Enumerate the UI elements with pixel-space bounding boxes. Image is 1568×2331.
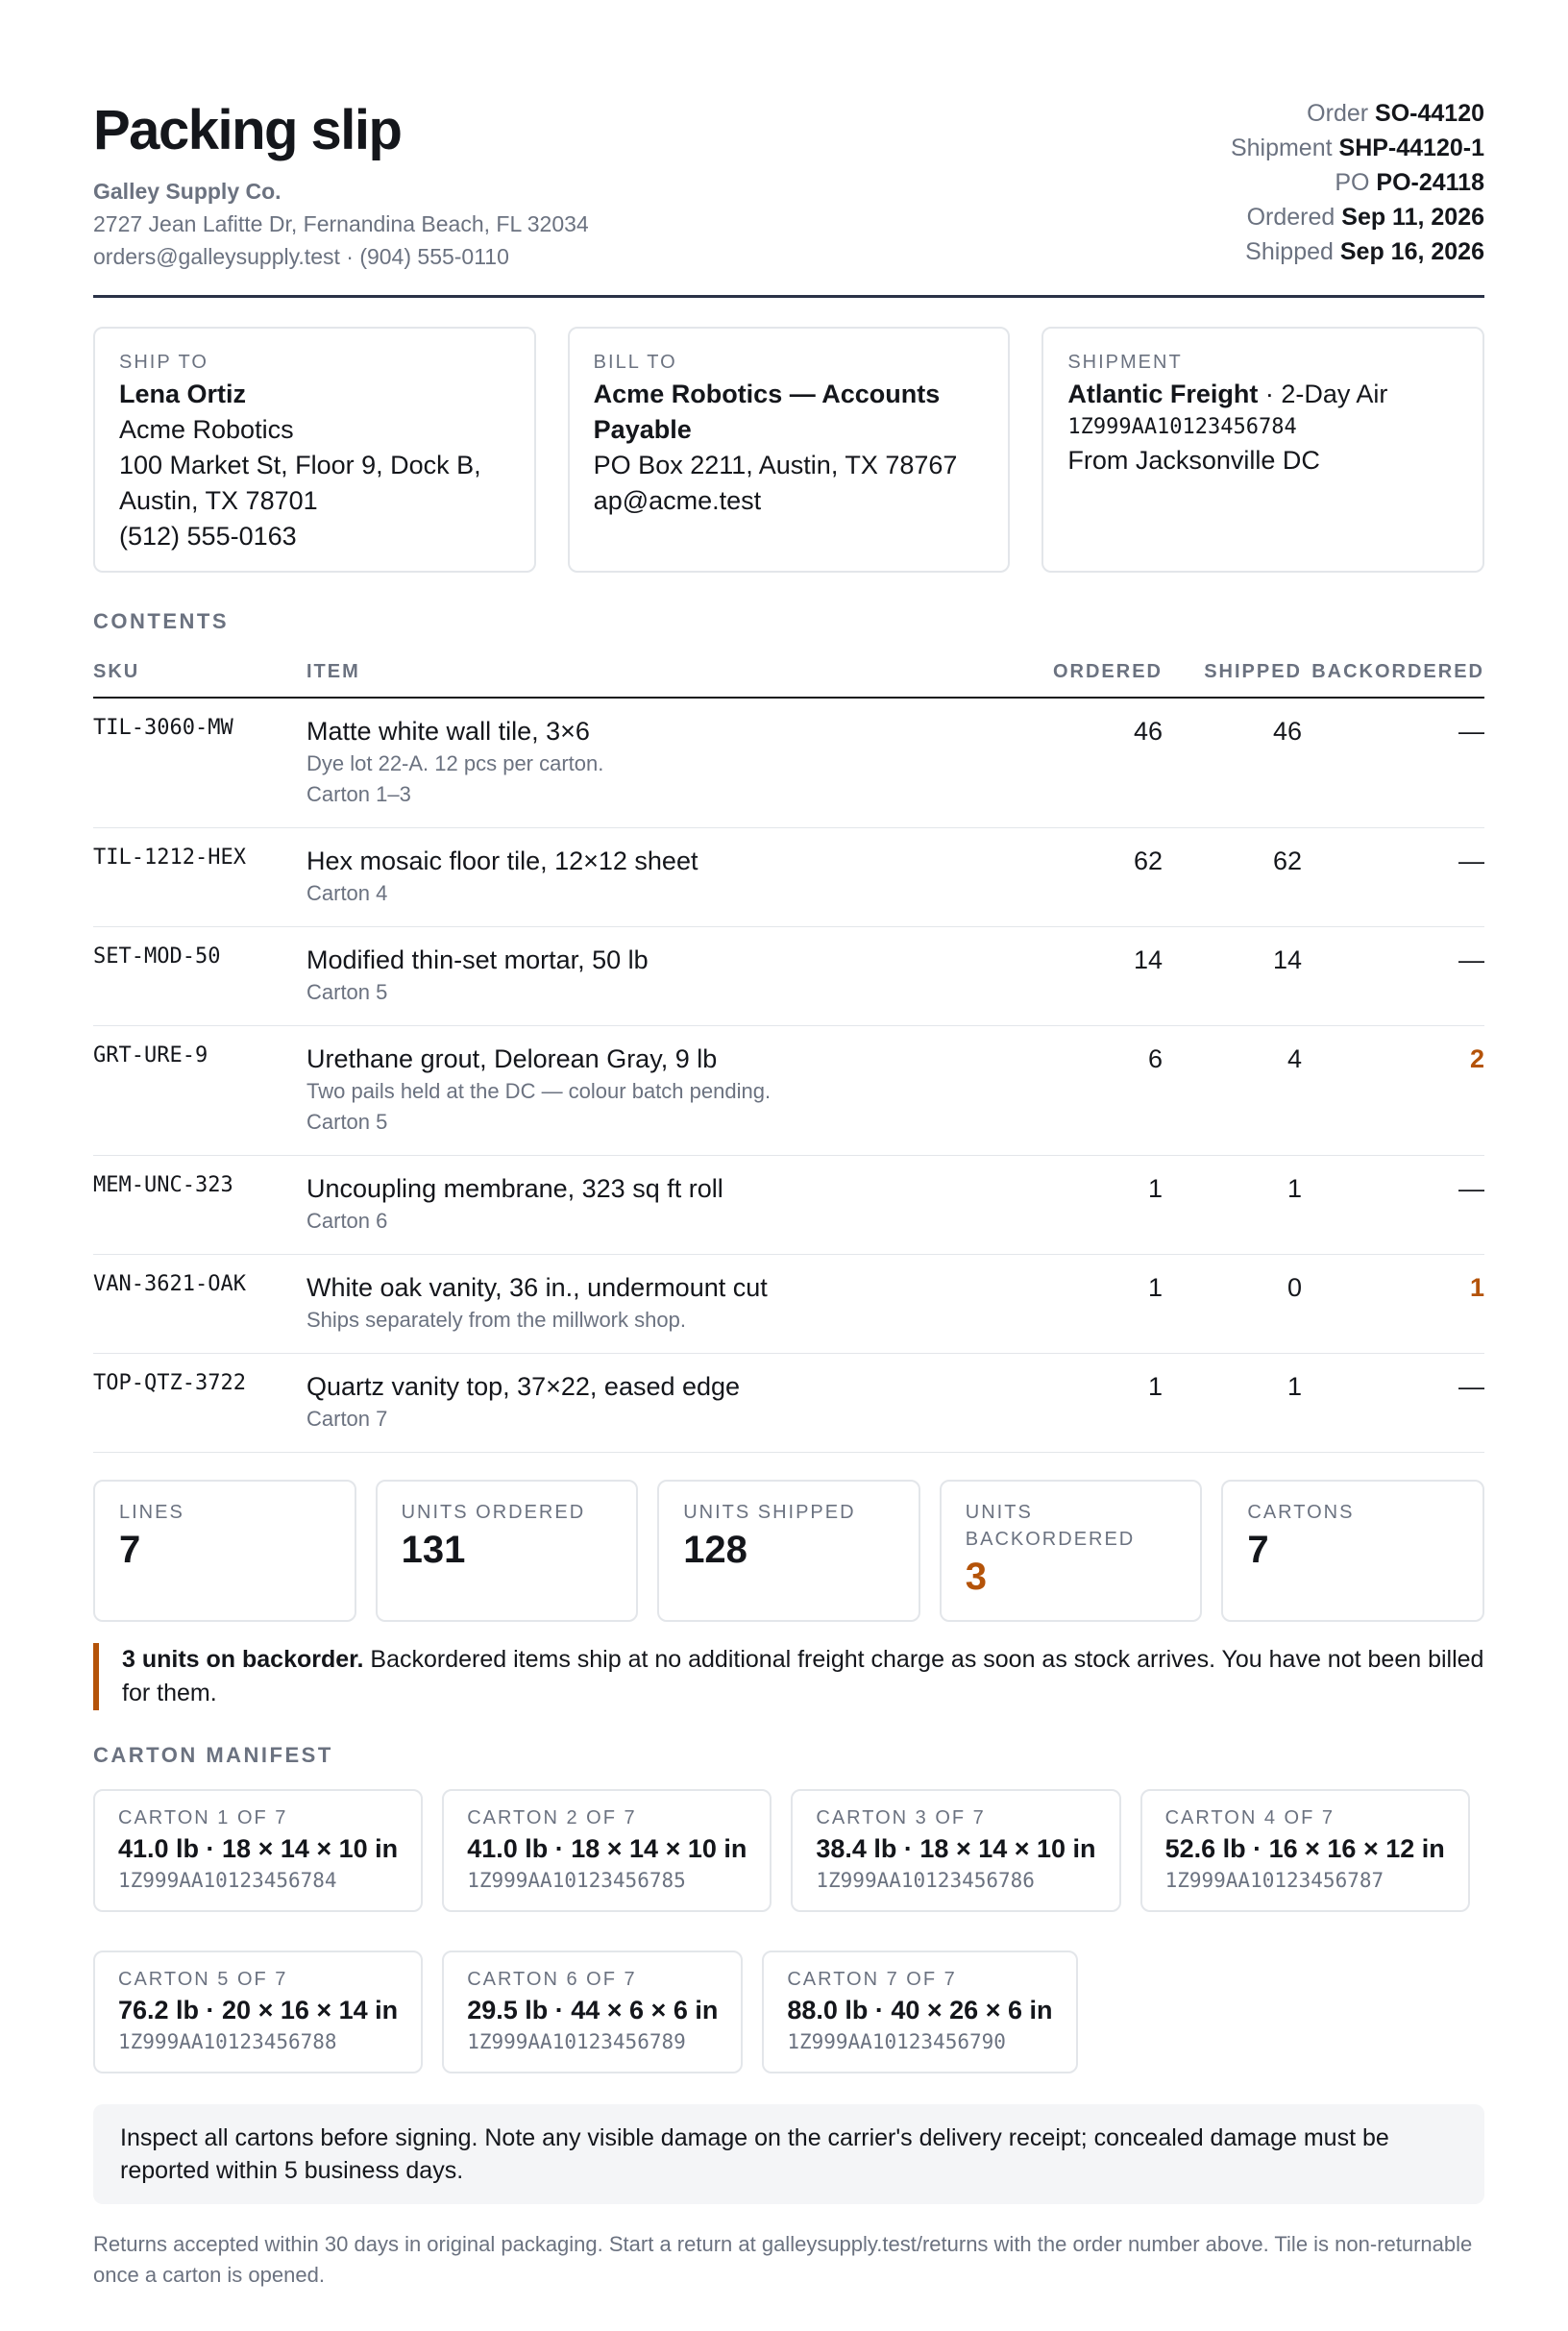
- ship-to-address-2: Austin, TX 78701: [119, 486, 318, 515]
- row-item: [306, 1255, 1038, 1354]
- meta-label: Ordered: [1246, 204, 1335, 231]
- order-meta: [1231, 96, 1484, 269]
- col-sku: SKU: [93, 653, 306, 698]
- address-boxes: [93, 327, 1484, 573]
- carton-tracking: 1Z999AA10123456784: [118, 1869, 337, 1892]
- item-note: Carton 5: [306, 1110, 388, 1134]
- row-backordered: —: [1302, 1354, 1484, 1453]
- row-shipped: 4: [1163, 1026, 1302, 1156]
- row-sku: GRT-URE-9: [93, 1026, 306, 1156]
- inspection-note: Inspect all cartons before signing. Note any visible damage on the carrier's delivery receipt; concealed damage must be reported within 5 business days.: [93, 2104, 1484, 2204]
- carton-spec: 29.5 lb · 44 × 6 × 6 in: [467, 1996, 719, 2024]
- row-ordered: 1: [1038, 1156, 1163, 1255]
- meta-value: Sep 16, 2026: [1339, 238, 1484, 265]
- row-ordered: 14: [1038, 927, 1163, 1026]
- stat-label: UNITS BACKORDERED: [965, 1502, 1136, 1550]
- row-shipped: 62: [1163, 828, 1302, 927]
- item-name: Urethane grout, Delorean Gray, 9 lb: [306, 1044, 718, 1073]
- item-name: Quartz vanity top, 37×22, eased edge: [306, 1372, 741, 1401]
- row-shipped: 14: [1163, 927, 1302, 1026]
- carton-card: [93, 1789, 423, 1912]
- item-note: Ships separately from the millwork shop.: [306, 1308, 686, 1332]
- vendor-name: Galley Supply Co.: [93, 179, 282, 204]
- meta-shipment: [1231, 131, 1484, 165]
- meta-value: Sep 11, 2026: [1341, 204, 1484, 231]
- vendor-address: 2727 Jean Lafitte Dr, Fernandina Beach, FL 32034: [93, 211, 589, 236]
- stat-label: UNITS SHIPPED: [683, 1502, 856, 1523]
- col-shipped: SHIPPED: [1163, 653, 1302, 698]
- ship-to-company: Acme Robotics: [119, 415, 294, 444]
- carrier-name: Atlantic Freight: [1067, 380, 1259, 408]
- stat-label: LINES: [119, 1502, 184, 1523]
- bill-to-email: ap@acme.test: [593, 486, 762, 515]
- row-ordered: 6: [1038, 1026, 1163, 1156]
- carton-card: [762, 1951, 1077, 2073]
- item-note: Carton 1–3: [306, 782, 411, 806]
- carton-spec: 41.0 lb · 18 × 14 × 10 in: [467, 1834, 747, 1863]
- row-shipped: 1: [1163, 1354, 1302, 1453]
- carton-spec: 88.0 lb · 40 × 26 × 6 in: [787, 1996, 1053, 2024]
- bill-to-box: [568, 327, 1011, 573]
- carton-tracking: 1Z999AA10123456788: [118, 2030, 337, 2053]
- returns-policy: Returns accepted within 30 days in original packaging. Start a return at galleysupply.test/returns with the order number above. Tile is non-returnable once a carton is opened.: [93, 2232, 1473, 2287]
- summary-stats: [93, 1480, 1484, 1622]
- stat-label: CARTONS: [1247, 1502, 1355, 1523]
- meta-ordered: [1231, 200, 1484, 234]
- stat-cartons: [1221, 1480, 1484, 1622]
- row-backordered: —: [1302, 828, 1484, 927]
- col-ordered: ORDERED: [1038, 653, 1163, 698]
- item-name: Hex mosaic floor tile, 12×12 sheet: [306, 847, 698, 875]
- carton-label: CARTON 1 OF 7: [118, 1807, 288, 1828]
- stat-value: 7: [119, 1529, 141, 1571]
- table-header-row: [93, 653, 1484, 698]
- shipment-carrier-line: [1067, 377, 1458, 412]
- table-row: [93, 1255, 1484, 1354]
- carton-card: [93, 1951, 423, 2073]
- bill-to-address: PO Box 2211, Austin, TX 78767: [593, 451, 958, 479]
- row-item: [306, 698, 1038, 828]
- item-note: Carton 6: [306, 1209, 388, 1233]
- row-sku: TIL-3060-MW: [93, 698, 306, 828]
- row-backordered: —: [1302, 927, 1484, 1026]
- carton-label: CARTON 7 OF 7: [787, 1969, 957, 1990]
- row-backordered: —: [1302, 1156, 1484, 1255]
- row-ordered: 46: [1038, 698, 1163, 828]
- carton-label: CARTON 6 OF 7: [467, 1969, 637, 1990]
- stat-value: 3: [965, 1556, 988, 1598]
- meta-label: PO: [1335, 169, 1370, 196]
- row-sku: TIL-1212-HEX: [93, 828, 306, 927]
- item-note: Dye lot 22-A. 12 pcs per carton.: [306, 751, 604, 775]
- row-item: [306, 1026, 1038, 1156]
- carton-tracking: 1Z999AA10123456789: [467, 2030, 686, 2053]
- row-ordered: 1: [1038, 1255, 1163, 1354]
- carton-card: [791, 1789, 1120, 1912]
- contents-table: [93, 653, 1484, 1453]
- item-name: Matte white wall tile, 3×6: [306, 717, 590, 746]
- meta-value: SHP-44120-1: [1338, 135, 1484, 161]
- manifest-heading: CARTON MANIFEST: [93, 1743, 333, 1767]
- carrier-service: · 2-Day Air: [1258, 380, 1388, 408]
- row-sku: SET-MOD-50: [93, 927, 306, 1026]
- row-sku: TOP-QTZ-3722: [93, 1354, 306, 1453]
- item-note: Carton 7: [306, 1407, 388, 1431]
- row-item: [306, 828, 1038, 927]
- bill-to-name: Acme Robotics — Accounts Payable: [593, 380, 941, 444]
- item-note: Carton 5: [306, 980, 388, 1004]
- backorder-notice: [93, 1643, 1484, 1710]
- item-name: White oak vanity, 36 in., undermount cut: [306, 1273, 768, 1302]
- bill-to-label: BILL TO: [593, 352, 677, 373]
- notice-text: Backordered items ship at no additional freight charge as soon as stock arrives. You have not been billed for them.: [122, 1646, 1484, 1706]
- stat-units-shipped: [657, 1480, 920, 1622]
- carton-label: CARTON 4 OF 7: [1164, 1807, 1335, 1828]
- table-row: [93, 698, 1484, 828]
- row-backordered: 2: [1302, 1026, 1484, 1156]
- row-backordered: —: [1302, 698, 1484, 828]
- meta-value: SO-44120: [1375, 100, 1484, 127]
- table-row: [93, 1354, 1484, 1453]
- table-row: [93, 927, 1484, 1026]
- item-name: Uncoupling membrane, 323 sq ft roll: [306, 1174, 723, 1203]
- ship-to-phone: (512) 555-0163: [119, 522, 297, 551]
- item-name: Modified thin-set mortar, 50 lb: [306, 945, 649, 974]
- carton-spec: 52.6 lb · 16 × 16 × 12 in: [1164, 1834, 1445, 1863]
- shipment-box: [1041, 327, 1484, 573]
- carton-manifest: [93, 1789, 1484, 2073]
- shipment-label: SHIPMENT: [1067, 352, 1183, 373]
- row-item: [306, 927, 1038, 1026]
- meta-order: [1231, 96, 1484, 131]
- stat-units-backordered: [940, 1480, 1203, 1622]
- carton-tracking: 1Z999AA10123456790: [787, 2030, 1006, 2053]
- meta-shipped: [1231, 234, 1484, 269]
- carton-label: CARTON 5 OF 7: [118, 1969, 288, 1990]
- carton-tracking: 1Z999AA10123456787: [1164, 1869, 1384, 1892]
- carton-tracking: 1Z999AA10123456785: [467, 1869, 686, 1892]
- row-sku: MEM-UNC-323: [93, 1156, 306, 1255]
- packing-slip: [93, 96, 1484, 2291]
- row-item: [306, 1354, 1038, 1453]
- slip-header: [93, 96, 1484, 298]
- row-ordered: 62: [1038, 828, 1163, 927]
- shipment-origin: From Jacksonville DC: [1067, 446, 1320, 475]
- carton-spec: 41.0 lb · 18 × 14 × 10 in: [118, 1834, 399, 1863]
- row-item: [306, 1156, 1038, 1255]
- stat-units-ordered: [376, 1480, 639, 1622]
- carton-card: [442, 1789, 772, 1912]
- row-shipped: 0: [1163, 1255, 1302, 1354]
- item-note: Carton 4: [306, 881, 388, 905]
- ship-to-box: [93, 327, 536, 573]
- col-backordered: BACKORDERED: [1302, 653, 1484, 698]
- ship-to-name: Lena Ortiz: [119, 380, 247, 408]
- row-shipped: 46: [1163, 698, 1302, 828]
- row-sku: VAN-3621-OAK: [93, 1255, 306, 1354]
- table-row: [93, 828, 1484, 927]
- page-title: Packing slip: [93, 99, 402, 161]
- ship-to-label: SHIP TO: [119, 352, 208, 373]
- carton-spec: 76.2 lb · 20 × 16 × 14 in: [118, 1996, 399, 2024]
- table-row: [93, 1156, 1484, 1255]
- item-note: Two pails held at the DC — colour batch pending.: [306, 1079, 772, 1103]
- table-row: [93, 1026, 1484, 1156]
- meta-label: Shipped: [1245, 238, 1334, 265]
- carton-label: CARTON 2 OF 7: [467, 1807, 637, 1828]
- ship-to-address-1: 100 Market St, Floor 9, Dock B,: [119, 451, 481, 479]
- carton-spec: 38.4 lb · 18 × 14 × 10 in: [816, 1834, 1096, 1863]
- contents-heading: CONTENTS: [93, 609, 229, 633]
- carton-card: [442, 1951, 743, 2073]
- vendor-contact: orders@galleysupply.test · (904) 555-0110: [93, 244, 509, 269]
- row-ordered: 1: [1038, 1354, 1163, 1453]
- carton-label: CARTON 3 OF 7: [816, 1807, 986, 1828]
- stat-value: 7: [1247, 1529, 1269, 1571]
- row-backordered: 1: [1302, 1255, 1484, 1354]
- meta-label: Order: [1307, 100, 1369, 127]
- stat-lines: [93, 1480, 356, 1622]
- col-item: ITEM: [306, 653, 1038, 698]
- meta-label: Shipment: [1230, 135, 1333, 161]
- meta-po: [1231, 165, 1484, 200]
- carton-tracking: 1Z999AA10123456786: [816, 1869, 1035, 1892]
- row-shipped: 1: [1163, 1156, 1302, 1255]
- carton-card: [1140, 1789, 1470, 1912]
- stat-value: 128: [683, 1529, 747, 1571]
- stat-value: 131: [401, 1529, 466, 1571]
- meta-value: PO-24118: [1376, 169, 1484, 196]
- notice-bold: 3 units on backorder.: [122, 1646, 364, 1673]
- stat-label: UNITS ORDERED: [401, 1502, 586, 1523]
- shipment-tracking: 1Z999AA10123456784: [1067, 415, 1297, 439]
